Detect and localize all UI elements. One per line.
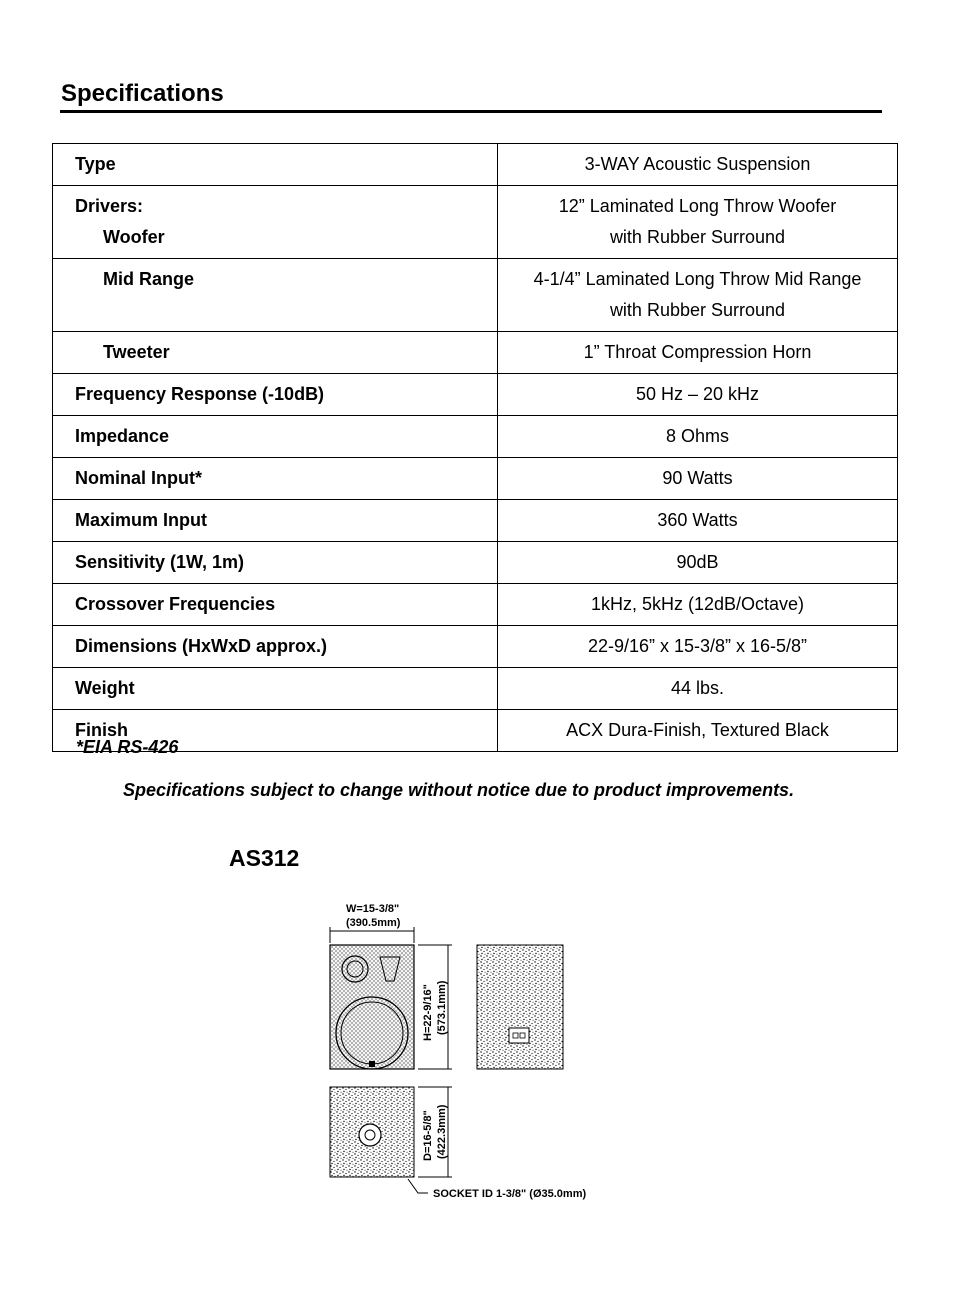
table-row [53,374,898,416]
spec-value: 90 Watts [498,458,898,500]
table-row [53,584,898,626]
spec-label: Impedance [53,416,498,458]
midrange-label: Mid Range [103,269,195,289]
spec-label: Weight [53,668,498,710]
table-row [53,626,898,668]
height-mm-label: (573.1mm) [436,980,448,1035]
spec-value: ACX Dura-Finish, Textured Black [498,710,898,752]
table-row [53,259,898,332]
spec-label: Nominal Input* [53,458,498,500]
width-mm-label: (390.5mm) [346,917,401,929]
rear-view [477,945,563,1069]
spec-label: Type [53,144,498,186]
spec-value: 8 Ohms [498,416,898,458]
table-row [53,710,898,752]
table-row [53,668,898,710]
drivers-label: Drivers: [75,196,144,216]
table-row [53,332,898,374]
depth-label: D=16-5/8" [422,1110,434,1161]
spec-label [53,332,498,374]
page-heading: Specifications [61,80,224,107]
table-row [53,458,898,500]
width-label: W=15-3/8" [346,903,400,915]
spec-label: Maximum Input [53,500,498,542]
height-label: H=22-9/16" [422,984,434,1041]
spec-label: Dimensions (HxWxD approx.) [53,626,498,668]
depth-mm-label: (422.3mm) [436,1104,448,1159]
spec-value: 360 Watts [498,500,898,542]
spec-label: Sensitivity (1W, 1m) [53,542,498,584]
table-row [53,186,898,259]
spec-value [498,186,898,259]
spec-label: Frequency Response (-10dB) [53,374,498,416]
top-view [330,1087,414,1177]
midrange-value-line1: 4-1/4” Laminated Long Throw Mid Range [533,269,862,289]
spec-value: 90dB [498,542,898,584]
tweeter-label: Tweeter [103,342,170,362]
socket-leader-line [408,1179,428,1193]
table-row [53,416,898,458]
socket-label: SOCKET ID 1-3/8" (Ø35.0mm) [433,1188,587,1200]
spec-label: Crossover Frequencies [53,584,498,626]
spec-label [53,259,498,332]
heading-rule [60,110,882,113]
spec-label [53,186,498,259]
table-row [53,500,898,542]
spec-value [498,259,898,332]
spec-value: 22-9/16” x 15-3/8” x 16-5/8” [498,626,898,668]
front-view [330,945,414,1069]
model-title: AS312 [229,845,300,871]
spec-value: 3-WAY Acoustic Suspension [498,144,898,186]
dimension-drawing [300,895,620,1205]
spec-value: 1kHz, 5kHz (12dB/Octave) [498,584,898,626]
woofer-label: Woofer [103,227,165,247]
spec-value: 44 lbs. [498,668,898,710]
midrange-value-line2: with Rubber Surround [609,300,786,320]
spec-label: Finish [53,710,498,752]
woofer-value-line1: 12” Laminated Long Throw Woofer [558,196,837,216]
disclaimer-note: Specifications subject to change without notice due to product improvements. [123,780,795,800]
footnote: *EIA RS-426 [76,737,179,757]
woofer-value-line2: with Rubber Surround [609,227,786,247]
table-row [53,144,898,186]
spec-value: 50 Hz – 20 kHz [498,374,898,416]
table-row [53,542,898,584]
spec-value: 1” Throat Compression Horn [498,332,898,374]
specifications-table [52,143,898,752]
